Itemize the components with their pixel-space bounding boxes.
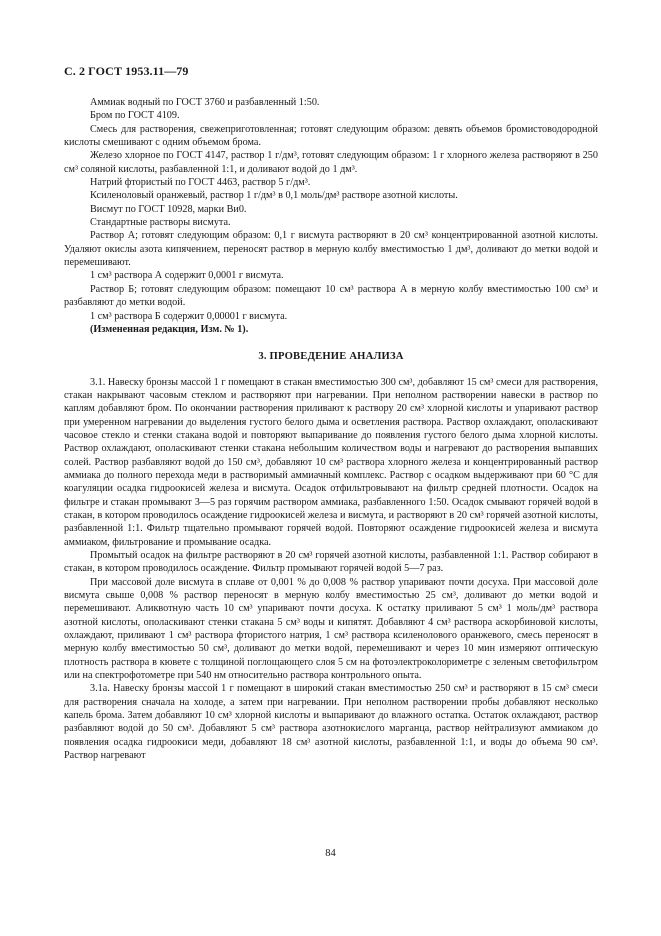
analysis-paragraph: 3.1а. Навеску бронзы массой 1 г помещают в широкий стакан вместимостью 250 см³ и растворяют в 15 см³ смеси для растворения сначала на холоде, а затем при нагревании. При неполном растворении пробы добавляют несколько капель брома. Затем добавляют 10 см³ хлорной кислоты и выпаривают до влажного остатка. Остаток охлаждают, раствор разбавляют водой до 50 см³. Добавляют 5 см³ раствора азотнокислого марганца, раствор нейтрализуют аммиаком до появления осадка гидроокиси меди, добавляют 18 см³ азотной кислоты, разбавленной 1:1, и воды до объема 90 см³. Раствор нагревают [64,683,598,762]
reagent-paragraph: Смесь для растворения, свежеприготовленная; готовят следующим образом: девять объемов бромистоводородной кислоты смешивают с одним объемом брома. [64,123,598,149]
reagent-paragraph: Натрий фтористый по ГОСТ 4463, раствор 5 г/дм³. [90,177,311,189]
reagent-paragraph: Аммиак водный по ГОСТ 3760 и разбавленный 1:50. [90,97,320,108]
analysis-paragraph: 3.1. Навеску бронзы массой 1 г помещают в стакан вместимостью 300 см³, добавляют 15 см³ смеси для растворения, стакан накрывают часовым стеклом и растворяют при нагревании. При неполном растворении навески в раствор по каплям добавляют бром. По окончании растворения приливают к раствору 20 см³ хлорной кислоты и упаривают раствор при умеренном нагревании до выделения густого белого дыма и осветления раствора. Раствор охлаждают, ополаскивают часовое стекло и стенки стакана водой и повторяют выпаривание до появления густого белого дыма хлорной кислоты. Раствор охлаждают, ополаскивают стенки стакана небольшим количеством воды и нагревают до растворения выпавших солей. Раствор разбавляют водой до 150 см³, добавляют 10 см³ раствора хлорного железа и концентрированный раствор аммиака до полного перехода меди в растворимый аммиачный комплекс. Раствор с осадком выдерживают при 60 °С для коагуляции осадка гидроокисей железа и висмута. Осадок отфильтровывают на фильтр средней плотности. Осадок на фильтре и стакан промывают 3—5 раз горячим раствором аммиака, разбавленного 1:50. Осадок смывают горячей водой в стакан, в котором проводилось осаждение гидроокисей железа и висмута, и растворяют в 20 см³ горячей азотной кислоты, разбавленной 1:1. Фильтр тщательно промывают горячей водой. Повторяют осаждение гидроокисей железа и висмута аммиаком, фильтрование и промывание осадка. [64,376,598,548]
page-header: С. 2 ГОСТ 1953.11—79 [64,64,189,78]
reagent-paragraph: Бром по ГОСТ 4109. [90,110,180,122]
analysis-paragraph: При массовой доле висмута в сплаве от 0,001 % до 0,008 % раствор упаривают почти досуха. При массовой доле висмута свыше 0,008 % раствор переносят в мерную колбу вместимостью 25 см³, доливают до метки водой и перемешивают. Аликвотную часть 10 см³ упаривают почти досуха. К остатку приливают 5 см³ 1 моль/дм³ раствора азотной кислоты, ополаскивают стенки стакана 5 см³ воды и кипятят. Добавляют 4 см³ раствора аскорбиновой кислоты, охлаждают, приливают 1 см³ раствора фтористого натрия, 1 см³ раствора ксиленолового оранжевого, смесь переносят в мерную колбу вместимостью 50 см³, доливают до метки водой, перемешивают и через 10 мин измеряют оптическую плотность раствора в кювете с толщиной поглощающего слоя 5 см на фотоэлектроколориметре с зеленым светофильтром или на спектрофотометре при 540 нм относительно раствора контрольного опыта. [64,576,598,682]
reagent-paragraph: Висмут по ГОСТ 10928, марки Ви0. [90,203,247,215]
amendment-note: (Измененная редакция, Изм. № 1). [90,323,249,335]
reagent-paragraph: Раствор Б; готовят следующим образом: помещают 10 см³ раствора А в мерную колбу вместимостью 100 см³ и разбавляют до метки водой. [64,283,598,309]
reagent-paragraph: Ксиленоловый оранжевый, раствор 1 г/дм³ в 0,1 моль/дм³ растворе азотной кислоты. [90,190,458,202]
section-title: 3. ПРОВЕДЕНИЕ АНАЛИЗА [258,351,404,363]
reagent-paragraph: Раствор А; готовят следующим образом: 0,1 г висмута растворяют в 20 см³ концентрированной азотной кислоты. Удаляют окислы азота кипячением, переносят раствор в мерную колбу вместимостью 1 дм³, доливают до метки водой и перемешивают. [64,230,598,269]
analysis-paragraph: Промытый осадок на фильтре растворяют в 20 см³ горячей азотной кислоты, разбавленной 1:1. Раствор собирают в стакан, в котором проводилось осаждение. Фильтр промывают горячей водой 5—7 раз. [64,550,598,575]
reagent-paragraph: 1 см³ раствора А содержит 0,0001 г висмута. [90,270,284,282]
reagent-paragraph: Стандартные растворы висмута. [90,217,231,229]
reagent-paragraph: 1 см³ раствора Б содержит 0,00001 г висмута. [90,310,288,322]
page-body [64,96,598,763]
page-number: 84 [325,848,336,859]
reagent-paragraph: Железо хлорное по ГОСТ 4147, раствор 1 г/дм³, готовят следующим образом: 1 г хлорного железа растворяют в 250 см³ соляной кислоты, разбавленной 1:1, и доливают водой до 1 дм³. [64,150,598,175]
